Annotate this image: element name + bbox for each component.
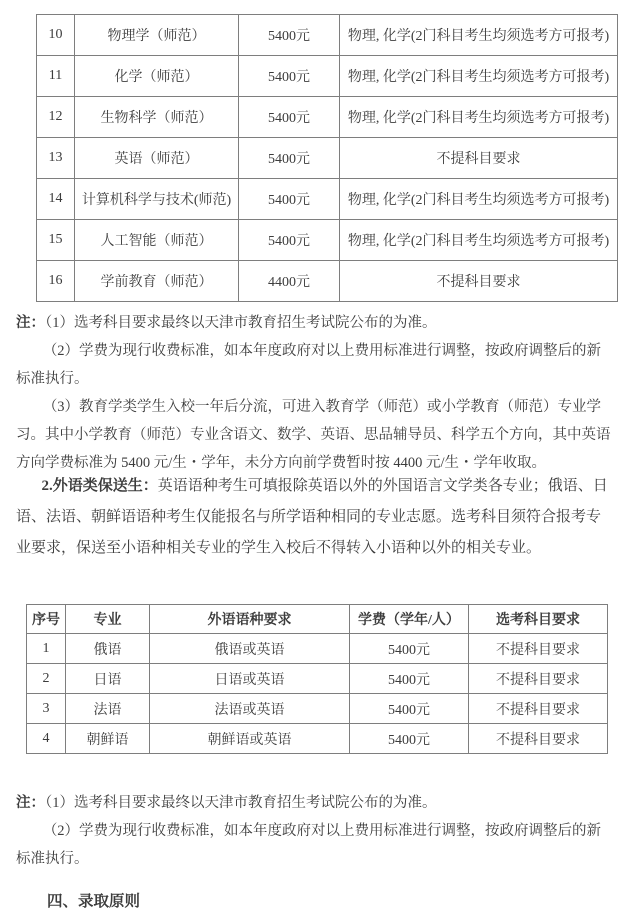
cell-language-requirement: 法语或英语 bbox=[150, 694, 350, 724]
cell-fee: 5400元 bbox=[239, 15, 340, 56]
cell-seq: 1 bbox=[27, 634, 66, 664]
cell-language-requirement: 日语或英语 bbox=[150, 664, 350, 694]
cell-subject-requirement: 不提科目要求 bbox=[469, 724, 608, 754]
note-text: （2）学费为现行收费标准，如本年度政府对以上费用标准进行调整，按政府调整后的新标准执行。 bbox=[16, 343, 602, 387]
table-row bbox=[37, 56, 618, 97]
notes-block-2 bbox=[16, 789, 612, 873]
cell-major: 学前教育（师范） bbox=[75, 261, 239, 302]
table-row bbox=[27, 664, 608, 694]
cell-seq: 4 bbox=[27, 724, 66, 754]
cell-fee: 5400元 bbox=[239, 56, 340, 97]
paragraph-body: 英语语种考生可填报除英语以外的外国语言文学类各专业；俄语、日语、法语、朝鲜语语种考生仅能报名与所学语种相同的专业志愿。选考科目须符合报考专业要求，保送至小语种相关专业的学生入校后不得转入小语种以外的相关专业。 bbox=[16, 478, 608, 556]
cell-seq: 16 bbox=[37, 261, 75, 302]
cell-fee: 5400元 bbox=[350, 634, 469, 664]
cell-major: 化学（师范） bbox=[75, 56, 239, 97]
cell-seq: 15 bbox=[37, 220, 75, 261]
cell-subject-requirement: 物理, 化学(2门科目考生均须选考方可报考) bbox=[340, 220, 618, 261]
cell-fee: 5400元 bbox=[239, 97, 340, 138]
foreign-language-students-paragraph bbox=[16, 471, 612, 564]
cell-major: 物理学（师范） bbox=[75, 15, 239, 56]
cell-subject-requirement: 不提科目要求 bbox=[340, 138, 618, 179]
header-subject-requirement: 选考科目要求 bbox=[469, 605, 608, 634]
cell-fee: 5400元 bbox=[350, 694, 469, 724]
cell-language-requirement: 俄语或英语 bbox=[150, 634, 350, 664]
table-row bbox=[37, 15, 618, 56]
cell-seq: 3 bbox=[27, 694, 66, 724]
note-label: 注： bbox=[16, 315, 45, 331]
cell-major: 英语（师范） bbox=[75, 138, 239, 179]
header-fee: 学费（学年/人） bbox=[350, 605, 469, 634]
note-line bbox=[16, 789, 612, 817]
note-line bbox=[16, 309, 612, 337]
cell-seq: 13 bbox=[37, 138, 75, 179]
cell-subject-requirement: 不提科目要求 bbox=[469, 694, 608, 724]
notes-block-1 bbox=[16, 309, 612, 477]
cell-seq: 11 bbox=[37, 56, 75, 97]
cell-major: 日语 bbox=[66, 664, 150, 694]
cell-subject-requirement: 不提科目要求 bbox=[340, 261, 618, 302]
table-row bbox=[27, 634, 608, 664]
note-text: （1）选考科目要求最终以天津市教育招生考试院公布的为准。 bbox=[45, 315, 437, 331]
cell-language-requirement: 朝鲜语或英语 bbox=[150, 724, 350, 754]
cell-fee: 5400元 bbox=[239, 138, 340, 179]
cell-major: 俄语 bbox=[66, 634, 150, 664]
table-header-row bbox=[27, 605, 608, 634]
header-major: 专业 bbox=[66, 605, 150, 634]
cell-fee: 5400元 bbox=[239, 220, 340, 261]
table-row bbox=[37, 261, 618, 302]
table-row bbox=[37, 97, 618, 138]
cell-subject-requirement: 物理, 化学(2门科目考生均须选考方可报考) bbox=[340, 56, 618, 97]
cell-subject-requirement: 物理, 化学(2门科目考生均须选考方可报考) bbox=[340, 179, 618, 220]
cell-major: 计算机科学与技术(师范) bbox=[75, 179, 239, 220]
majors-table bbox=[36, 14, 618, 302]
header-seq: 序号 bbox=[27, 605, 66, 634]
cell-subject-requirement: 物理, 化学(2门科目考生均须选考方可报考) bbox=[340, 97, 618, 138]
note-text: （2）学费为现行收费标准，如本年度政府对以上费用标准进行调整，按政府调整后的新标准执行。 bbox=[16, 823, 602, 867]
cell-major: 人工智能（师范） bbox=[75, 220, 239, 261]
header-language-requirement: 外语语种要求 bbox=[150, 605, 350, 634]
cell-seq: 14 bbox=[37, 179, 75, 220]
foreign-language-majors-table bbox=[26, 604, 608, 754]
note-text: （1）选考科目要求最终以天津市教育招生考试院公布的为准。 bbox=[45, 795, 437, 811]
table-row bbox=[37, 138, 618, 179]
cell-fee: 4400元 bbox=[239, 261, 340, 302]
paragraph-lead: 2.外语类保送生： bbox=[41, 478, 158, 494]
table-row bbox=[27, 724, 608, 754]
note-label: 注： bbox=[16, 795, 45, 811]
cell-subject-requirement: 物理, 化学(2门科目考生均须选考方可报考) bbox=[340, 15, 618, 56]
note-text: （3）教育学类学生入校一年后分流，可进入教育学（师范）或小学教育（师范）专业学习。其中小学教育（师范）专业含语文、数学、英语、思品辅导员、科学五个方向，其中英语方向学费标准为 5400 元/生・学年，未分方向前学费暂时按 4400 元/生・学年收取。 bbox=[16, 399, 611, 471]
cell-major: 朝鲜语 bbox=[66, 724, 150, 754]
cell-major: 法语 bbox=[66, 694, 150, 724]
section-heading-admission-principles: 四、录取原则 bbox=[47, 893, 141, 910]
cell-seq: 2 bbox=[27, 664, 66, 694]
cell-major: 生物科学（师范） bbox=[75, 97, 239, 138]
cell-seq: 12 bbox=[37, 97, 75, 138]
cell-fee: 5400元 bbox=[350, 664, 469, 694]
cell-subject-requirement: 不提科目要求 bbox=[469, 634, 608, 664]
table-row bbox=[37, 179, 618, 220]
cell-fee: 5400元 bbox=[239, 179, 340, 220]
cell-subject-requirement: 不提科目要求 bbox=[469, 664, 608, 694]
table-row bbox=[37, 220, 618, 261]
cell-fee: 5400元 bbox=[350, 724, 469, 754]
table-row bbox=[27, 694, 608, 724]
cell-seq: 10 bbox=[37, 15, 75, 56]
